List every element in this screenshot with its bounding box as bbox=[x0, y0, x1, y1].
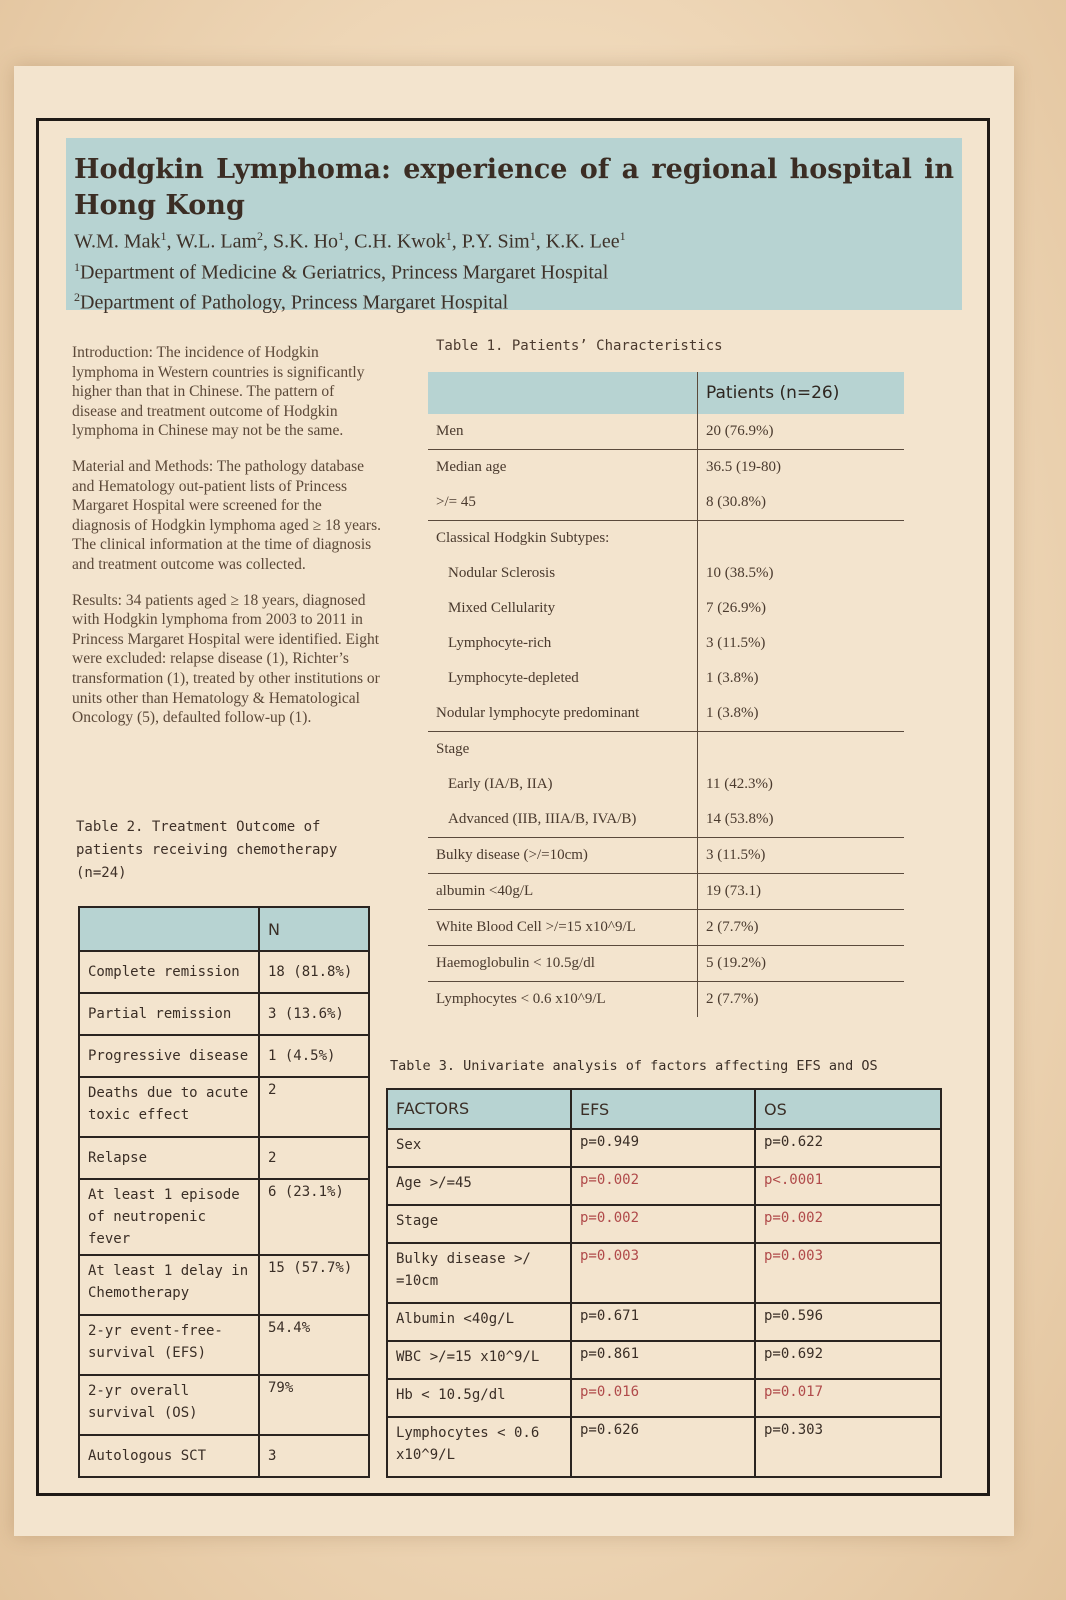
table2-label: Complete remission bbox=[79, 951, 259, 993]
table3-row bbox=[387, 1379, 941, 1417]
table3-efs-p: p=0.626 bbox=[571, 1417, 755, 1477]
table2-caption: Table 2. Treatment Outcome of patients receiving chemotherapy (n=24) bbox=[76, 819, 338, 881]
table3-row bbox=[387, 1167, 941, 1205]
table3-efs-p: p=0.002 bbox=[571, 1167, 755, 1205]
table2-value: 2 bbox=[259, 1077, 369, 1137]
author-list: W.M. Mak$^1$, W.L. Lam$^2$, S.K. Ho$^1$, C.H. Kwok$^1$, P.Y. Sim$^1$, K.K. Lee$^1$ bbox=[74, 229, 626, 253]
patients-characteristics-table bbox=[428, 372, 904, 1017]
affiliation-text: Department of Pathology, Princess Margaret Hospital bbox=[80, 291, 509, 314]
table1-caption: Table 1. Patients’ Characteristics bbox=[436, 338, 723, 354]
table2-value: 18 (81.8%) bbox=[259, 951, 369, 993]
table2-value: 15 (57.7%) bbox=[259, 1255, 369, 1315]
author-affil-marker: 1 bbox=[619, 229, 626, 243]
table1-label: Bulky disease (>/=10cm) bbox=[428, 838, 698, 874]
table3-os-p: p=0.303 bbox=[755, 1417, 941, 1477]
table1-row bbox=[428, 591, 904, 626]
table1-label: Lymphocyte-rich bbox=[448, 635, 552, 651]
table2-label: At least 1 episode of neutropenic fever bbox=[79, 1179, 259, 1255]
table2-value: 79% bbox=[259, 1375, 369, 1435]
table2-value: 54.4% bbox=[259, 1315, 369, 1375]
table1-value: 36.5 (19-80) bbox=[698, 450, 905, 486]
table1-value: 8 (30.8%) bbox=[698, 485, 905, 521]
table1-header-cell bbox=[428, 372, 698, 414]
table3-factor: Bulky disease >/ =10cm bbox=[387, 1243, 571, 1303]
table3-header-row bbox=[387, 1089, 941, 1129]
table2-label: Partial remission bbox=[79, 993, 259, 1035]
table1-label: Nodular Sclerosis bbox=[448, 565, 556, 581]
table3-efs-p: p=0.003 bbox=[571, 1243, 755, 1303]
table3-row bbox=[387, 1341, 941, 1379]
table1-label: Classical Hodgkin Subtypes: bbox=[436, 530, 610, 546]
table3-caption: Table 3. Univariate analysis of factors affecting EFS and OS bbox=[390, 1058, 878, 1074]
table1-row bbox=[428, 732, 904, 768]
table3-factor: Hb < 10.5g/dl bbox=[387, 1379, 571, 1417]
table1-value: 7 (26.9%) bbox=[698, 591, 905, 626]
table2-row bbox=[79, 1315, 369, 1375]
table1-row bbox=[428, 661, 904, 696]
table3-row bbox=[387, 1303, 941, 1341]
table1-label: >/= 45 bbox=[428, 485, 698, 521]
table3-header-cell: FACTORS bbox=[387, 1089, 571, 1129]
intro-paragraph: Results: 34 patients aged ≥ 18 years, diagnosed with Hodgkin lymphoma from 2003 to 2011 in Princess Margaret Hospital were identified. Eight were excluded: relapse disease (1), Richter’s transformation (1), treated by other institutions or units other than Hematology & Hematological Oncology (5), defaulted follow-up (1). bbox=[72, 591, 380, 727]
table3-row bbox=[387, 1205, 941, 1243]
table1-value: 20 (76.9%) bbox=[698, 414, 905, 450]
table1-label: Haemoglobulin < 10.5g/dl bbox=[428, 946, 698, 982]
author-affil-marker: 1 bbox=[529, 229, 536, 243]
table1-label: White Blood Cell >/=15 x10^9/L bbox=[428, 910, 698, 946]
poster-title: Hodgkin Lymphoma: experience of a regional hospital in Hong Kong bbox=[74, 154, 954, 221]
table1-value: 2 (7.7%) bbox=[698, 910, 905, 946]
table3-efs-p: p=0.016 bbox=[571, 1379, 755, 1417]
table2-row bbox=[79, 1035, 369, 1077]
table2-row bbox=[79, 1255, 369, 1315]
affiliation-list bbox=[74, 255, 954, 316]
table3-factor: Albumin <40g/L bbox=[387, 1303, 571, 1341]
table1-row bbox=[428, 767, 904, 802]
table1-row bbox=[428, 696, 904, 732]
table1-label: Median age bbox=[436, 459, 507, 475]
table1-label: Nodular lymphocyte predominant bbox=[428, 696, 698, 732]
table1-row bbox=[428, 450, 904, 486]
author-affil-marker: 2 bbox=[257, 229, 264, 243]
table1-row bbox=[428, 874, 904, 910]
table1-label: Advanced (IIB, IIIA/B, IVA/B) bbox=[428, 802, 698, 838]
table1-row bbox=[428, 485, 904, 521]
table2-row bbox=[79, 951, 369, 993]
table3-os-p: p<.0001 bbox=[755, 1167, 941, 1205]
table3-efs-p: p=0.949 bbox=[571, 1129, 755, 1167]
table1-row bbox=[428, 414, 904, 450]
table2-value: 3 bbox=[259, 1435, 369, 1477]
table3-factor: Age >/=45 bbox=[387, 1167, 571, 1205]
intro-text bbox=[72, 343, 382, 744]
table1-value: 10 (38.5%) bbox=[698, 556, 905, 591]
table3-efs-p: p=0.671 bbox=[571, 1303, 755, 1341]
author-affil-marker: 1 bbox=[338, 229, 345, 243]
author-name: K.K. Lee bbox=[545, 230, 620, 253]
author-name: W.M. Mak bbox=[74, 230, 161, 253]
author-affil-marker: 1 bbox=[445, 229, 452, 243]
table2-header-row bbox=[79, 907, 369, 951]
author-name: S.K. Ho bbox=[273, 230, 339, 253]
table1-label: Mixed Cellularity bbox=[448, 600, 556, 616]
affiliation-text: Department of Medicine & Geriatrics, Princess Margaret Hospital bbox=[80, 261, 609, 284]
table3-os-p: p=0.003 bbox=[755, 1243, 941, 1303]
table1-value: 1 (3.8%) bbox=[698, 696, 905, 732]
table1-label: albumin <40g/L bbox=[428, 874, 698, 910]
table2-label: At least 1 delay in Chemotherapy bbox=[79, 1255, 259, 1315]
table2-value: 3 (13.6%) bbox=[259, 993, 369, 1035]
table2-value: 2 bbox=[259, 1137, 369, 1179]
author-name: P.Y. Sim bbox=[461, 230, 530, 253]
table1-row bbox=[428, 521, 904, 557]
table1-row bbox=[428, 946, 904, 982]
affiliation-marker: 1 bbox=[74, 259, 80, 274]
table1-value: 1 (3.8%) bbox=[698, 661, 905, 696]
table1-row bbox=[428, 982, 904, 1018]
table2-label: Autologous SCT bbox=[79, 1435, 259, 1477]
table2-row bbox=[79, 1077, 369, 1137]
table2-row bbox=[79, 993, 369, 1035]
table3-row bbox=[387, 1243, 941, 1303]
table1-value: 11 (42.3%) bbox=[698, 767, 905, 802]
affiliation-line bbox=[74, 255, 954, 286]
table2-label: Deaths due to acute toxic effect bbox=[79, 1077, 259, 1137]
table2-header-cell: N bbox=[259, 907, 369, 951]
table3-header-cell: OS bbox=[755, 1089, 941, 1129]
table2-label: Relapse bbox=[79, 1137, 259, 1179]
author-name: C.H. Kwok bbox=[354, 230, 446, 253]
table2-row bbox=[79, 1179, 369, 1255]
table1-value bbox=[698, 521, 905, 557]
table3-os-p: p=0.622 bbox=[755, 1129, 941, 1167]
table3-factor: WBC >/=15 x10^9/L bbox=[387, 1341, 571, 1379]
table1-value: 5 (19.2%) bbox=[698, 946, 905, 982]
table3-os-p: p=0.017 bbox=[755, 1379, 941, 1417]
table1-value: 14 (53.8%) bbox=[698, 802, 905, 838]
table3-os-p: p=0.692 bbox=[755, 1341, 941, 1379]
table3-efs-p: p=0.002 bbox=[571, 1205, 755, 1243]
table3-os-p: p=0.596 bbox=[755, 1303, 941, 1341]
table1-row bbox=[428, 626, 904, 661]
table1-label: Lymphocyte-depleted bbox=[448, 670, 579, 686]
table1-row bbox=[428, 838, 904, 874]
poster-header bbox=[66, 138, 962, 314]
intro-paragraph: Introduction: The incidence of Hodgkin lymphoma in Western countries is significantly higher than that in Chinese. The pattern of disease and treatment outcome of Hodgkin lymphoma in Chinese may not be the same. bbox=[72, 344, 365, 440]
table3-factor: Sex bbox=[387, 1129, 571, 1167]
intro-paragraph: Material and Methods: The pathology database and Hematology out-patient lists of Princess Margaret Hospital were screened for the diagnosis of Hodgkin lymphoma aged ≥ 18 years. The clinical information at the time of diagnosis and treatment outcome was collected. bbox=[72, 457, 381, 573]
table2-label: Progressive disease bbox=[79, 1035, 259, 1077]
table3-row bbox=[387, 1417, 941, 1477]
table3-row bbox=[387, 1129, 941, 1167]
affiliation-marker: 2 bbox=[74, 290, 80, 305]
table1-label: Stage bbox=[436, 741, 470, 757]
table2-row bbox=[79, 1435, 369, 1477]
table1-value: 3 (11.5%) bbox=[698, 626, 905, 661]
table1-header-cell: Patients (n=26) bbox=[698, 372, 905, 414]
table1-value: 19 (73.1) bbox=[698, 874, 905, 910]
univariate-analysis-table bbox=[386, 1088, 942, 1478]
table1-value: 3 (11.5%) bbox=[698, 838, 905, 874]
table2-label: 2-yr event-free-survival (EFS) bbox=[79, 1315, 259, 1375]
affiliation-line bbox=[74, 285, 954, 316]
author-affil-marker: 1 bbox=[160, 229, 167, 243]
table3-factor: Stage bbox=[387, 1205, 571, 1243]
table1-row bbox=[428, 802, 904, 838]
table3-header-cell: EFS bbox=[571, 1089, 755, 1129]
table1-label: Early (IA/B, IIA) bbox=[448, 776, 553, 792]
table2-header-cell bbox=[79, 907, 259, 951]
table2-value: 6 (23.1%) bbox=[259, 1179, 369, 1255]
table2-value: 1 (4.5%) bbox=[259, 1035, 369, 1077]
table1-label: Men bbox=[428, 414, 698, 450]
table1-row bbox=[428, 910, 904, 946]
treatment-outcome-table bbox=[78, 906, 370, 1478]
table3-factor: Lymphocytes < 0.6 x10^9/L bbox=[387, 1417, 571, 1477]
table1-row bbox=[428, 556, 904, 591]
table1-value: 2 (7.7%) bbox=[698, 982, 905, 1018]
table1-label: Lymphocytes < 0.6 x10^9/L bbox=[436, 991, 606, 1007]
table3-efs-p: p=0.861 bbox=[571, 1341, 755, 1379]
table2-row bbox=[79, 1375, 369, 1435]
table2-row bbox=[79, 1137, 369, 1179]
table2-label: 2-yr overall survival (OS) bbox=[79, 1375, 259, 1435]
table1-header-row bbox=[428, 372, 904, 414]
table3-os-p: p=0.002 bbox=[755, 1205, 941, 1243]
author-name: W.L. Lam bbox=[176, 230, 258, 253]
table1-value bbox=[698, 732, 905, 768]
